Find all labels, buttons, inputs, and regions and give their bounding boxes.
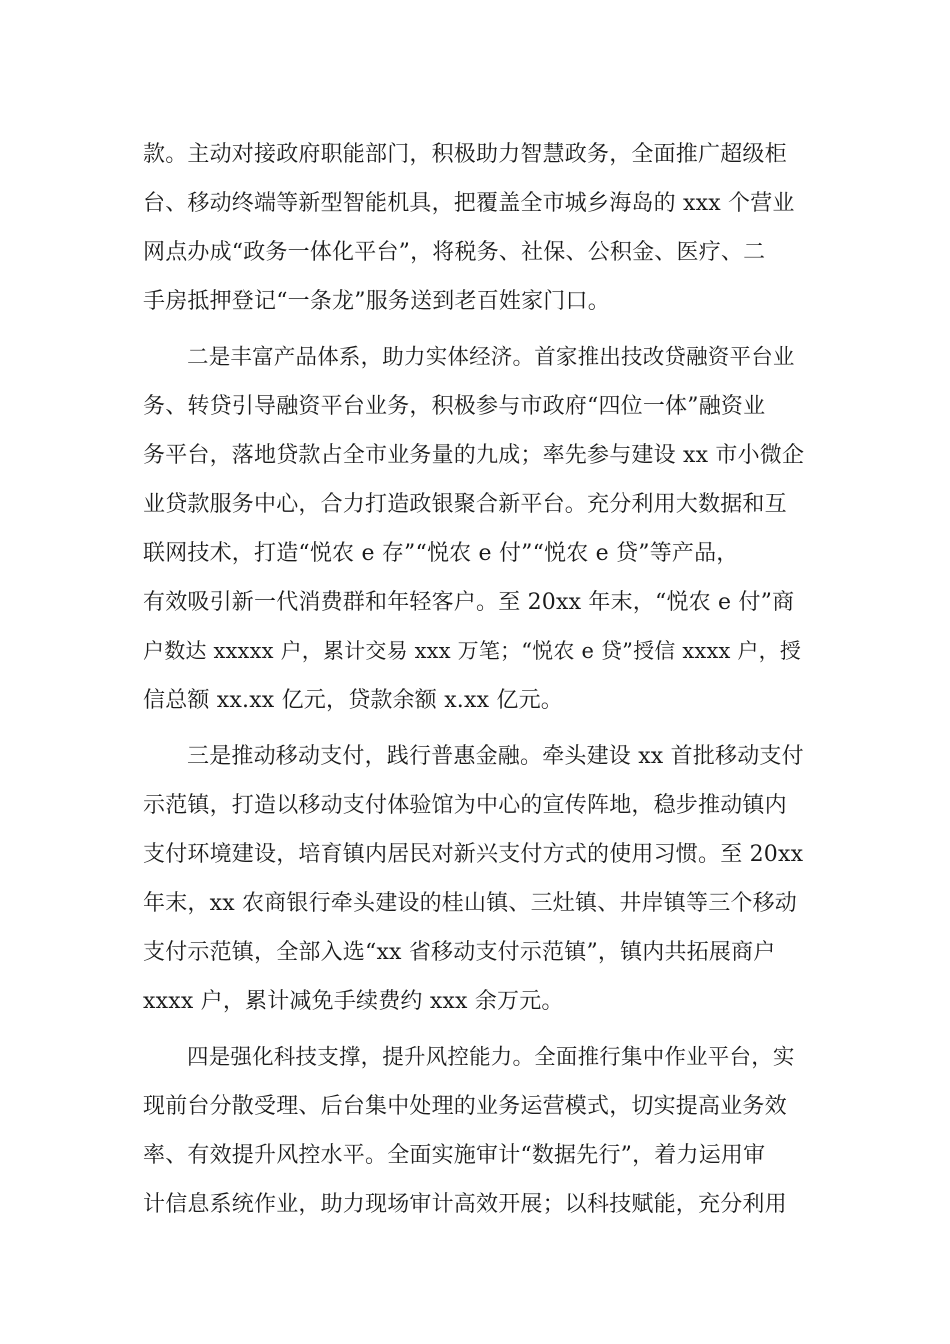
text-line: 支付示范镇，全部入选“xx 省移动支付示范镇”，镇内共拓展商户 bbox=[143, 940, 776, 965]
text-line: xxxx 户，累计减免手续费约 xxx 余万元。 bbox=[143, 989, 564, 1014]
text-line: 现前台分散受理、后台集中处理的业务运营模式，切实提高业务效 bbox=[143, 1094, 787, 1119]
text-line: 手房抵押登记“一条龙”服务送到老百姓家门口。 bbox=[143, 289, 610, 314]
text-line: 款。主动对接政府职能部门，积极助力智慧政务，全面推广超级柜 bbox=[143, 142, 787, 167]
text-line: 户数达 xxxxx 户，累计交易 xxx 万笔；“悦农 e 贷”授信 xxxx 户，授 bbox=[143, 639, 802, 663]
text-line: 二是丰富产品体系，助力实体经济。首家推出技改贷融资平台业 bbox=[187, 345, 795, 370]
text-line: 业贷款服务中心，合力打造政银聚合新平台。充分利用大数据和互 bbox=[143, 492, 787, 517]
document-body bbox=[143, 130, 807, 1229]
text-line: 四是强化科技支撑，提升风控能力。全面推行集中作业平台，实 bbox=[187, 1045, 795, 1070]
text-line: 计信息系统作业，助力现场审计高效开展；以科技赋能，充分利用 bbox=[143, 1192, 787, 1217]
text-line: 信总额 xx.xx 亿元，贷款余额 x.xx 亿元。 bbox=[143, 688, 564, 713]
text-line: 支付环境建设，培育镇内居民对新兴支付方式的使用习惯。至 20xx bbox=[143, 842, 804, 867]
text-line: 有效吸引新一代消费群和年轻客户。至 20xx 年末，“悦农 e 付”商 bbox=[143, 590, 795, 615]
text-line: 年末，xx 农商银行牵头建设的桂山镇、三灶镇、井岸镇等三个移动 bbox=[143, 891, 798, 916]
text-line: 台、移动终端等新型智能机具，把覆盖全市城乡海岛的 xxx 个营业 bbox=[143, 191, 795, 216]
text-line: 联网技术，打造“悦农 e 存”“悦农 e 付”“悦农 e 贷”等产品， bbox=[143, 541, 739, 566]
text-line: 务平台，落地贷款占全市业务量的九成；率先参与建设 xx 市小微企 bbox=[143, 443, 805, 468]
text-line: 率、有效提升风控水平。全面实施审计“数据先行”，着力运用审 bbox=[143, 1143, 766, 1168]
text-line: 务、转贷引导融资平台业务，积极参与市政府“四位一体”融资业 bbox=[143, 394, 766, 419]
text-line: 三是推动移动支付，践行普惠金融。牵头建设 xx 首批移动支付 bbox=[187, 744, 804, 769]
text-line: 示范镇，打造以移动支付体验馆为中心的宣传阵地，稳步推动镇内 bbox=[143, 793, 787, 818]
text-line: 网点办成“政务一体化平台”，将税务、社保、公积金、医疗、二 bbox=[143, 240, 766, 265]
